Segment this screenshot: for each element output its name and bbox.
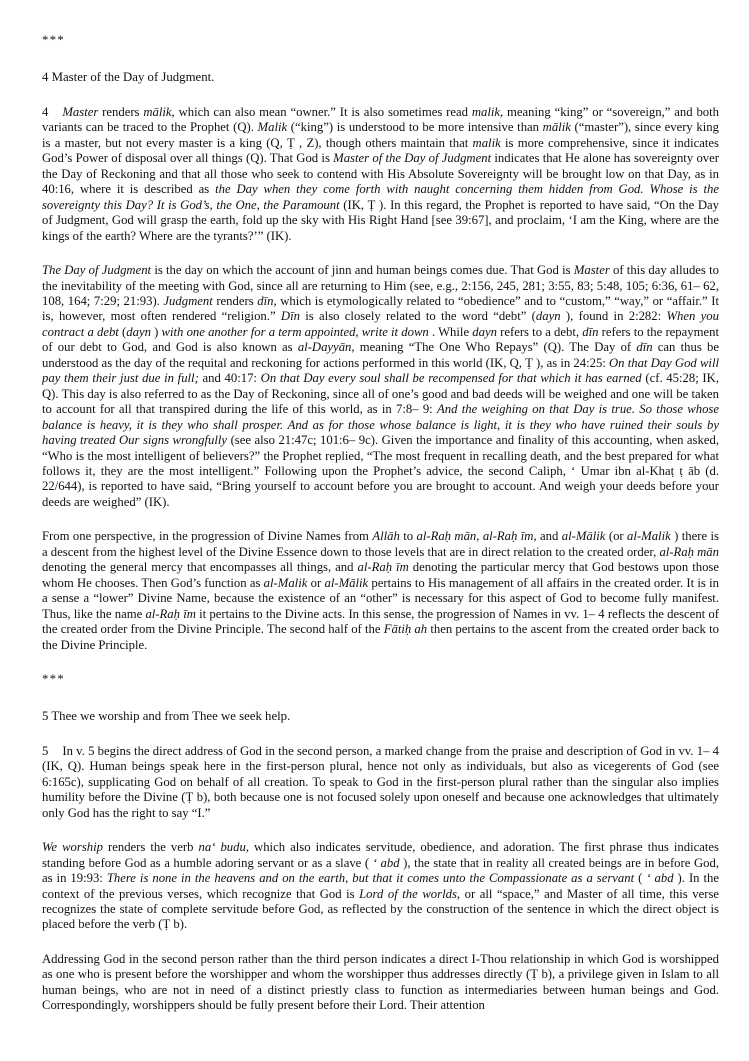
commentary-paragraph-v4-2: The Day of Judgment is the day on which the account of jinn and human beings comes due. That God is Master of this day alludes to the inevitability of the meeting with God, since all are returning to Him (see, e.g., 2:156, 245, 281; 3:55, 83; 5:48, 105; 6:36, 61– 62, 108, 164; 7:29; 21:93). Judgment renders dīn, which is etymologically related to “obedience” and to “custom,” “way,” or “affair.” It is, however, most often rendered “religion.” Dīn is also closely related to the word “debt” (dayn ), found in 2:282: When you contract a debt (dayn ) with one another for a term appointed, write it down . While dayn refers to a debt, dīn refers to the repayment of our debt to God, and God is also known as al-Dayyān, meaning “The One Who Repays” (Q). The Day of dīn can thus be understood as the day of the requital and reckoning for actions performed in this world (IK, Q, Ṭ ), as in 24:25: On that Day God will pay them their just due in full; and 40:17: On that Day every soul shall be recompensed for that which it has earned (cf. 45:28; IK, Q). This day is also referred to as the Day of Reckoning, since all of one’s good and bad deeds will be weighed and one will be taken to account for all that transpired during the life of this world, as in 7:8– 9: And the weighing on that Day is true. So those whose balance is heavy, it is they who shall prosper. And as for those whose balance is light, it is they who have ruined their souls by having treated Our signs wrongfully (see also 21:47c; 101:6– 9c). Given the importance and finality of this accounting, when asked, “Who is the most intelligent of believers?” the Prophet replied, “The most frequent in recalling death, and the best prepared for what follows it, they are the most intelligent.” Following upon the Prophet’s advice, the second Caliph, ʻ Umar ibn al-Khaṭ ṭ āb (d. 22/644), is reported to have said, “Bring yourself to account before you are brought to account. And weigh your deeds before your deeds are weighed” (IK). — [42, 263, 719, 509]
commentary-paragraph-v5-1: 5 In v. 5 begins the direct address of God in the second person, a marked change from the praise and description of God in vv. 1– 4 (IK, Q). Human beings speak here in the first-person plural, hence not only as individuals, but also as vicegerents of God (see 6:165c), supplicating God on behalf of all creation. To speak to God in the first-person plural rather than the singular also implies humility before the Divine (Ṭ b), both because one is not focused solely upon oneself and because one acknowledges that ultimately only God has the right to say “I.” — [42, 743, 719, 820]
section-separator-middle: *** — [42, 671, 66, 686]
section-separator-top: *** — [42, 33, 66, 47]
verse-heading-4: 4 Master of the Day of Judgment. — [42, 70, 215, 84]
paragraph-verse-number: 4 — [42, 105, 49, 119]
commentary-paragraph-v4-3: From one perspective, in the progression of Divine Names from Allāh to al-Raḥ mān, al-Raḥ īm, and al-Mālik (or al-Malik ) there is a descent from the highest level of the Divine Essence down to those levels that are in direct relation to the created order, al-Raḥ mān denoting the general mercy that encompasses all things, and al-Raḥ īm denoting the particular mercy that God bestows upon those whom He chooses. Then God’s function as al-Malik or al-Mālik pertains to His management of all affairs in the created order. It is in a sense a “lower” Divine Name, because the existence of an “other” is necessary for this aspect of God to become fully manifest. Thus, like the name al-Raḥ īm it pertains to the Divine acts. In this sense, the progression of Names in vv. 1– 4 reflects the descent of the created order from the Divine Principle. The second half of the Fātiḥ ah then pertains to the ascent from the created order back to the Divine Principle. — [42, 529, 719, 652]
verse-heading-5: 5 Thee we worship and from Thee we seek help. — [42, 708, 291, 723]
commentary-paragraph-v4-1: 4 Master renders mālik, which can also mean “owner.” It is also sometimes read malik, meaning “king” or “sovereign,” and both variants can be traced to the Prophet (Q). Malik (“king”) is understood to be more intensive than mālik (“master”), since every king is a master, but not every master is a king (Q, Ṭ , Z), though others maintain that malik is more comprehensive, since it indicates God’s Power of disposal over all things (Q). That God is Master of the Day of Judgment indicates that He alone has sovereignty over the Day of Reckoning and that all those who seek to contend with His Absolute Sovereignty will be brought low on that Day, as in 40:16, where it is described as the Day when they come forth with naught concerning them hidden from God. Whose is the sovereignty this Day? It is God’s, the One, the Paramount (IK, Ṭ ). In this regard, the Prophet is reported to have said, “On the Day of Judgment, God will grasp the earth, fold up the sky with His Right Hand [see 39:67], and proclaim, ‘I am the King, where are the kings of the earth? Where are the tyrants?’” (IK). — [42, 105, 720, 243]
paragraph-verse-number: 5 — [42, 743, 49, 758]
commentary-paragraph-v5-3: Addressing God in the second person rather than the third person indicates a direct I-Thou relationship in which God is worshipped as one who is present before the worshipper and whom the worshipper thus addresses directly (Ṭ b), a privilege given in Islam to all human beings, who are not in need of a distinct priestly class to function as intermediaries between human beings and God. Correspondingly, worshippers should be fully present before their Lord. Their attention — [42, 951, 719, 1013]
commentary-paragraph-v5-2: We worship renders the verb naʻ budu, which also indicates servitude, obedience, and adoration. The first phrase thus indicates standing before God as a humble adoring servant or as a slave ( ʻ abd ), the state that in reality all created beings are in before God, as in 19:93: There is none in the heavens and on the earth, but that it comes unto the Compassionate as a servant ( ʻ abd ). In the context of the previous verses, which recognize that God is Lord of the worlds, or all “space,” and Master of all time, this verse recognizes the state of complete servitude before God, as reflected by the construction of the sentence in which the direct object is placed before the verb (Ṭ b). — [42, 840, 720, 932]
